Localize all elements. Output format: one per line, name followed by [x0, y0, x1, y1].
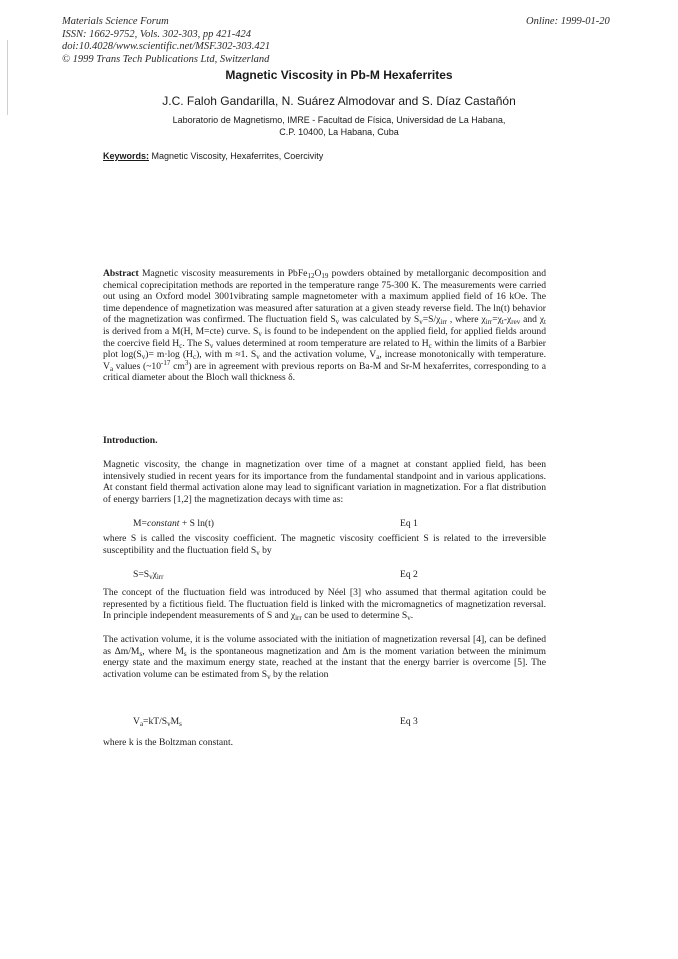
affiliation-line-1: Laboratorio de Magnetismo, IMRE - Facultad de Física, Universidad de La Habana,	[172, 115, 506, 125]
affiliation	[0, 115, 678, 138]
intro-paragraph-1: Magnetic viscosity, the change in magnetization over time of a magnet at constant applied field, has been intensively studied in recent years for its importance from the fundamental standpoint and in various applications. At constant field thermal activation alone may lead to significant variation in magnetization. For a flat distribution of energy barriers [1,2] the magnetization decays with time as:	[103, 459, 546, 505]
copyright-line: © 1999 Trans Tech Publications Ltd, Switzerland	[62, 53, 270, 65]
issn-line: ISSN: 1662-9752, Vols. 302-303, pp 421-424	[62, 28, 251, 40]
paper-title: Magnetic Viscosity in Pb-M Hexaferrites	[225, 68, 453, 82]
equation-2: $S=S_v\chi_{irr}$	[133, 569, 164, 581]
abstract-label: Abstract	[103, 268, 139, 279]
keywords-label: Keywords:	[103, 151, 150, 161]
paper-authors: J.C. Faloh Gandarilla, N. Suárez Almodovar and S. Díaz Castañón	[162, 94, 516, 108]
section-heading-introduction: Introduction.	[103, 435, 158, 446]
journal-name: Materials Science Forum	[62, 16, 169, 27]
doi-line[interactable]: doi:10.4028/www.scientific.net/MSF.302-303.421	[62, 41, 271, 52]
abstract: Abstract Magnetic viscosity measurements in $PbFe_{12}O_{19}$ powders obtained by metallorganic decomposition and chemical coprecipitation methods are reported in the temperature range 75-300 K. The measurements were carried out using an Oxford model 3001vibrating sample magnetometer with a maximum applied field of 16 kOe. The time dependence of magnetization was measured after saturation at a given steady reverse field. The ln(t) behavior of the magnetization was confirmed. The fluctuation field $S_v$ was calculated by $S_v=S/\chi_{irr}$ , where $\chi_{irr}=\chi_t-\chi_{rev}$ and $\chi_t$ is derived from a M(H, M=cte) curve. $S_v$ is found to be independent on the applied field, for applied fields around the coercive field $H_c$. The $S_v$ values determined at room temperature are related to $H_c$ within the limits of a Barbier plot $\log(S_v)= m\cdot\log$ $(H_c)$, with m ≈1. $S_v$ and the activation volume, $V_a$, increase monotonically with temperature. $V_a$ values ($\sim 10^{-17}$ $cm^3$) are in agreement with previous reports on Ba-M and Sr-M hexaferrites, corresponding to a critical diameter about the Bloch wall thickness δ.	[103, 268, 547, 384]
online-date: Online: 1999-01-20	[526, 16, 610, 27]
equation-1-label: Eq 1	[400, 518, 418, 529]
equation-1: M=constant + S ln(t)	[133, 518, 214, 529]
intro-paragraph-2: where S is called the viscosity coefficient. The magnetic viscosity coefficient S is related to the irreversible susceptibility and the fluctuation field $S_v$ by	[103, 533, 546, 557]
affiliation-line-2: C.P. 10400, La Habana, Cuba	[279, 126, 399, 137]
intro-paragraph-5: where k is the Boltzman constant.	[103, 737, 234, 748]
equation-3-label: Eq 3	[400, 716, 418, 727]
intro-paragraph-4: The activation volume, it is the volume associated with the initiation of magnetization reversal [4], can be defined as $\Delta m/M_s$, where $M_s$ is the spontaneous magnetization and Δm is the moment variation between the minimum energy state and the maximum energy state, reached at the instant that the energy barrier is overcome [5]. The activation volume can be estimated from $S_v$ by the relation	[103, 634, 546, 681]
keywords	[103, 151, 603, 161]
keywords-text: Magnetic Viscosity, Hexaferrites, Coercivity	[149, 151, 324, 161]
journal-header	[62, 16, 270, 66]
equation-2-label: Eq 2	[400, 569, 418, 580]
intro-paragraph-3: The concept of the fluctuation field was introduced by Néel [3] who assumed that thermal agitation could be represented by a fictitious field. The fluctuation field is linked with the micromagnetics of magnetization reversal. In principle independent measurements of S and $\chi_{irr}$ can be used to determine $S_v$.	[103, 587, 546, 623]
equation-3: $V_a=kT/S_vM_s$	[133, 716, 182, 728]
